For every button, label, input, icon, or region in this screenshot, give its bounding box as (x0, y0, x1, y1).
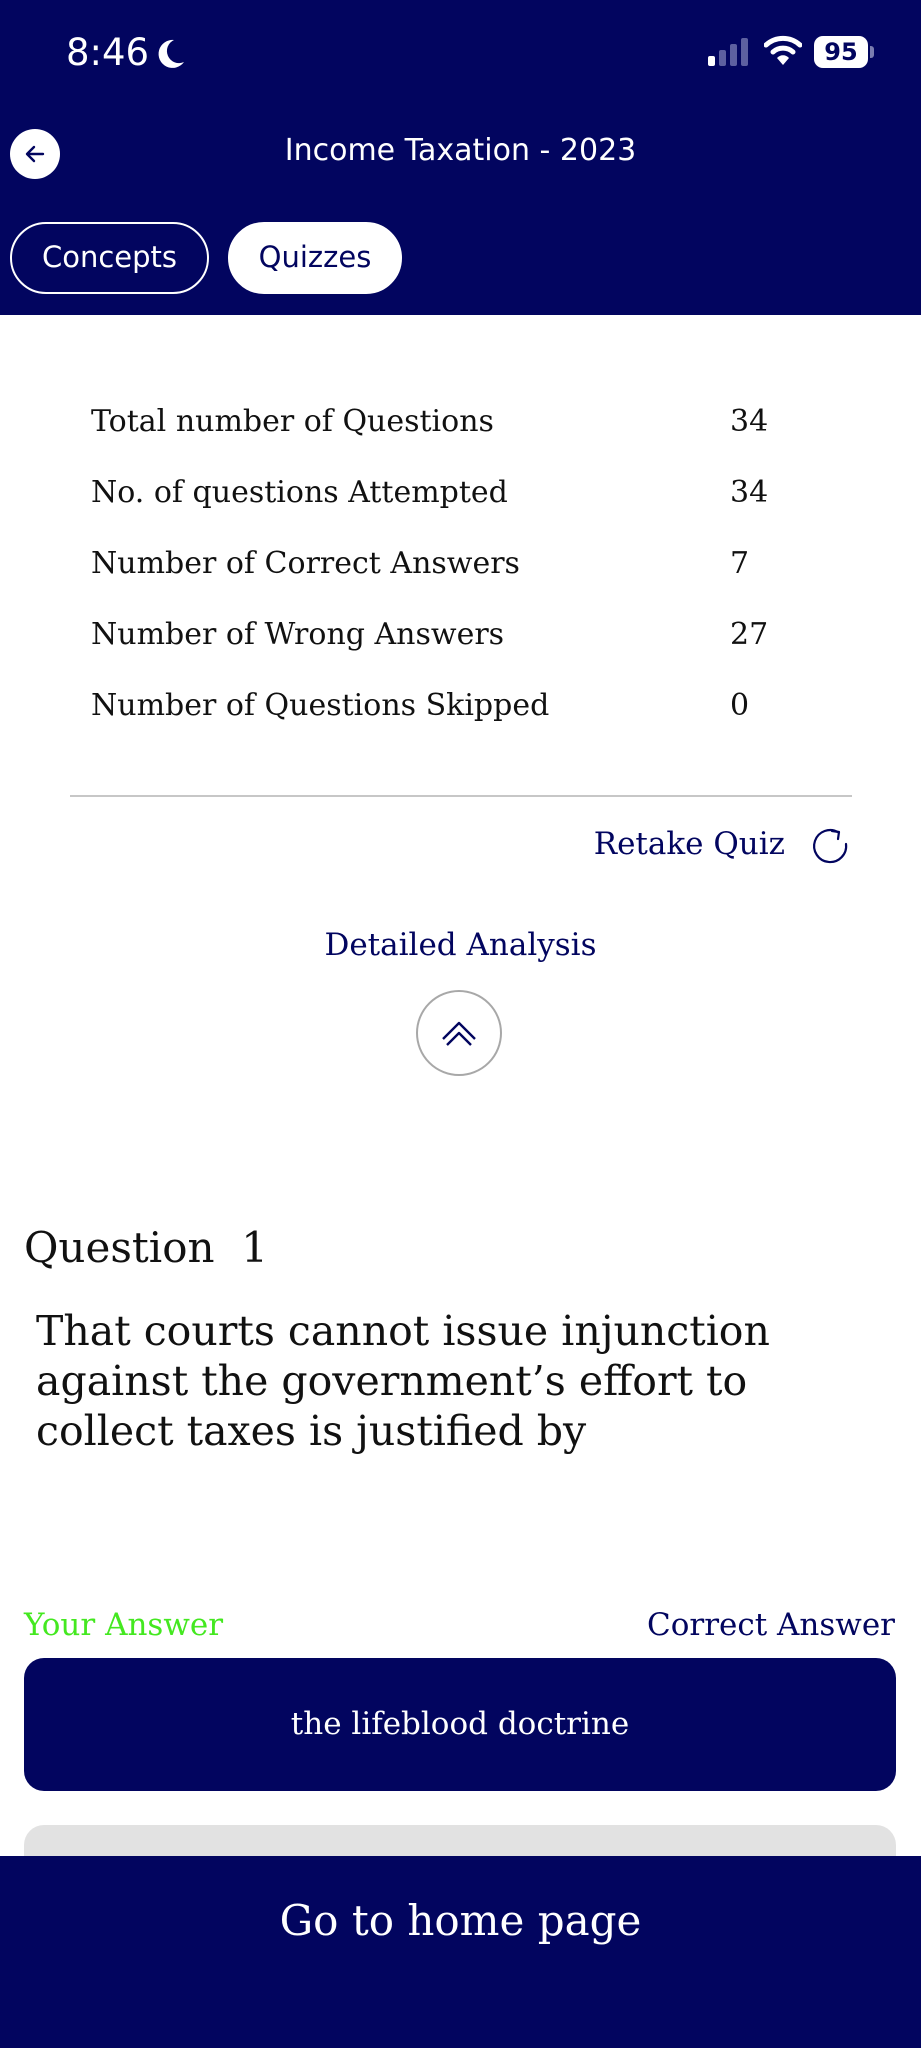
stat-label-wrong: Number of Wrong Answers (91, 617, 505, 652)
stat-label-skipped: Number of Questions Skipped (91, 688, 550, 723)
top-app-bar (0, 0, 921, 315)
go-to-home-button[interactable]: Go to home page (0, 1856, 921, 2048)
double-chevron-up-icon (437, 1011, 481, 1055)
stat-value-correct: 7 (730, 546, 750, 581)
tab-concepts[interactable]: Concepts (10, 222, 209, 294)
moon-icon (152, 36, 188, 72)
collapse-analysis-button[interactable] (416, 990, 502, 1076)
retake-quiz-button[interactable]: Retake Quiz (593, 826, 785, 862)
stat-value-skipped: 0 (730, 688, 750, 723)
answer-option[interactable]: the lifeblood doctrine (24, 1658, 896, 1791)
battery-tip (870, 46, 874, 58)
cellular-signal-icon (708, 38, 750, 66)
stat-label-correct: Number of Correct Answers (91, 546, 520, 581)
your-answer-label: Your Answer (24, 1607, 224, 1643)
correct-answer-label: Correct Answer (647, 1607, 895, 1643)
stat-label-attempted: No. of questions Attempted (91, 475, 508, 510)
wifi-icon (764, 34, 802, 68)
stat-value-attempted: 34 (730, 475, 769, 510)
status-time: 8:46 (66, 31, 150, 74)
tab-quizzes[interactable]: Quizzes (228, 222, 402, 294)
refresh-icon[interactable] (808, 822, 852, 866)
divider (70, 795, 852, 797)
stat-value-wrong: 27 (730, 617, 769, 652)
battery-icon: 95 (814, 36, 868, 68)
question-heading: Question 1 (24, 1223, 268, 1272)
detailed-analysis-title: Detailed Analysis (324, 927, 597, 963)
stat-value-total: 34 (730, 404, 769, 439)
page-title: Income Taxation - 2023 (284, 133, 637, 168)
question-text: That courts cannot issue injunction against the government’s effort to collect taxes is justified by (36, 1307, 770, 1455)
stat-label-total: Total number of Questions (91, 404, 494, 439)
